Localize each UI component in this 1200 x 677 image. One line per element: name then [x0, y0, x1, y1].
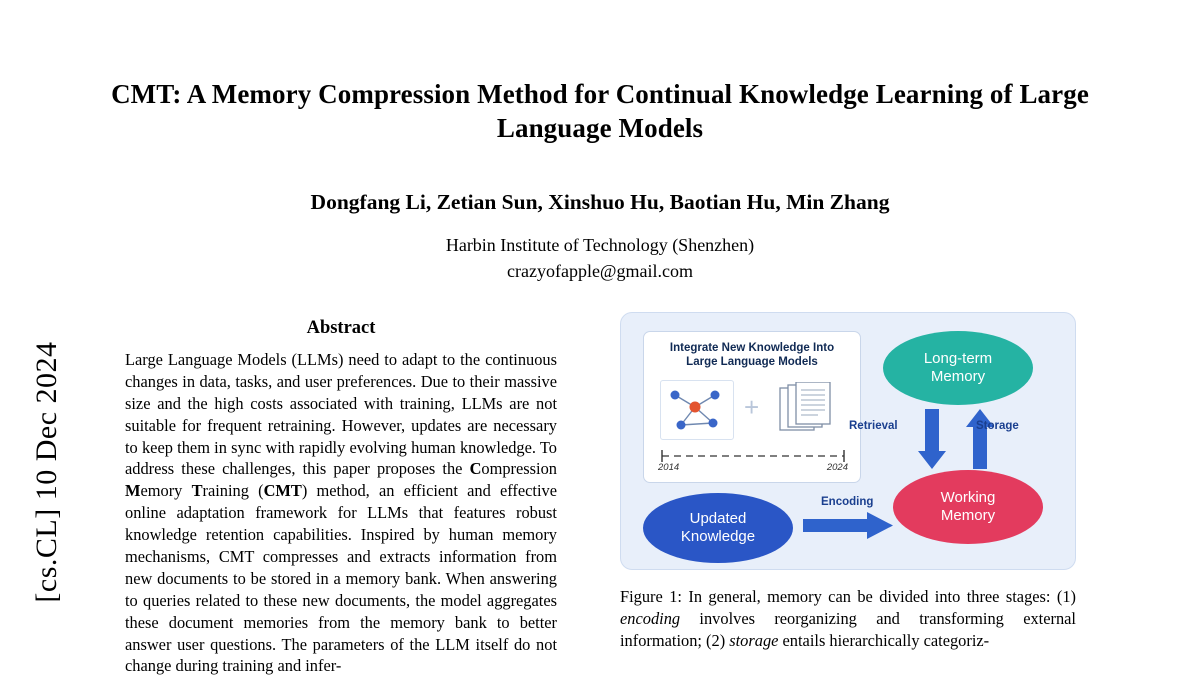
- working-memory-line-2: Memory: [940, 507, 996, 524]
- abstract-bold-m: M: [125, 481, 141, 501]
- caption-italic-storage: storage: [729, 630, 779, 650]
- updated-knowledge-node: [643, 493, 793, 563]
- working-memory-line-1: Working: [940, 489, 996, 507]
- abstract-part-1: Large Language Models (LLMs) need to adapt to the continuous changes in data, tasks, and user preferences. Due to their massive size and the high costs associated with training, LLMs are not suitable for frequent retraining. However, updates are necessary to keep them in sync with rapidly evolving human knowledge. To address these challenges, this paper proposes the: [125, 350, 557, 479]
- abstract-text: [125, 349, 557, 677]
- updated-knowledge-line-2: Knowledge: [680, 528, 756, 545]
- plus-icon: +: [744, 392, 760, 422]
- storage-arrow-icon: [965, 409, 1011, 471]
- contact-email: crazyofapple@gmail.com: [507, 260, 693, 281]
- abstract-column: [125, 318, 557, 677]
- caption-part-3: entails hierarchically categoriz-: [778, 630, 990, 650]
- arxiv-stamp: [cs.CL] 10 Dec 2024: [30, 341, 63, 603]
- long-term-memory-line-1: Long-term: [923, 350, 993, 368]
- figure-caption: [620, 586, 1076, 652]
- integrate-knowledge-panel: [643, 331, 861, 483]
- panel-title: [644, 341, 860, 370]
- panel-title-line-1: Integrate New Knowledge Into: [669, 342, 835, 354]
- encoding-label: Encoding: [821, 496, 874, 508]
- figure-1: [620, 312, 1076, 570]
- abstract-bold-c: C: [469, 459, 482, 479]
- timeline-end-year: 2024: [826, 462, 848, 473]
- abstract-bold-t-rest: raining (: [202, 481, 264, 501]
- author-list: Dongfang Li, Zetian Sun, Xinshuo Hu, Baotian Hu, Min Zhang: [310, 189, 890, 214]
- panel-title-line-2: Large Language Models: [686, 356, 818, 369]
- retrieval-arrow-icon: [917, 409, 963, 471]
- caption-part-2: involves reorganizing and transforming external information; (2): [620, 608, 1076, 650]
- abstract-bold-m-rest: emory: [140, 481, 192, 501]
- caption-italic-encoding: encoding: [620, 608, 681, 628]
- long-term-memory-node: [883, 331, 1033, 405]
- abstract-part-2: ) method, an efficient and effective online adaptation framework for LLMs that features robust knowledge retention capabilities. Inspired by human memory mechanisms, CMT compresses and extracts information from new documents to be stored in a memory bank. When answering to queries related to these new documents, the model aggregates these document memories from the memory bank to better answer user questions. The parameters of the LLM itself do not change during training and infer-: [125, 481, 558, 676]
- title-block: [110, 78, 1090, 284]
- timeline: [658, 448, 848, 474]
- storage-label: Storage: [976, 420, 1019, 432]
- updated-knowledge-line-1: Updated: [689, 510, 747, 528]
- retrieval-label: Retrieval: [849, 420, 898, 432]
- page-title: CMT: A Memory Compression Method for Continual Knowledge Learning of Large Language Models: [111, 79, 1089, 143]
- working-memory-node: [893, 470, 1043, 544]
- affiliation: Harbin Institute of Technology (Shenzhen): [445, 234, 755, 255]
- abstract-bold-t: T: [191, 481, 203, 501]
- long-term-memory-line-2: Memory: [930, 368, 986, 385]
- abstract-heading: Abstract: [306, 318, 376, 338]
- documents-icon: [778, 382, 840, 436]
- abstract-bold-cmt: CMT: [263, 481, 302, 501]
- knowledge-graph-icon: [660, 380, 734, 440]
- figure-column: [620, 312, 1076, 652]
- encoding-arrow-icon: [803, 511, 895, 543]
- abstract-bold-c-rest: ompression: [481, 459, 557, 479]
- caption-part-1: Figure 1: In general, memory can be divided into three stages: (1): [620, 587, 1076, 606]
- timeline-start-year: 2014: [658, 462, 680, 473]
